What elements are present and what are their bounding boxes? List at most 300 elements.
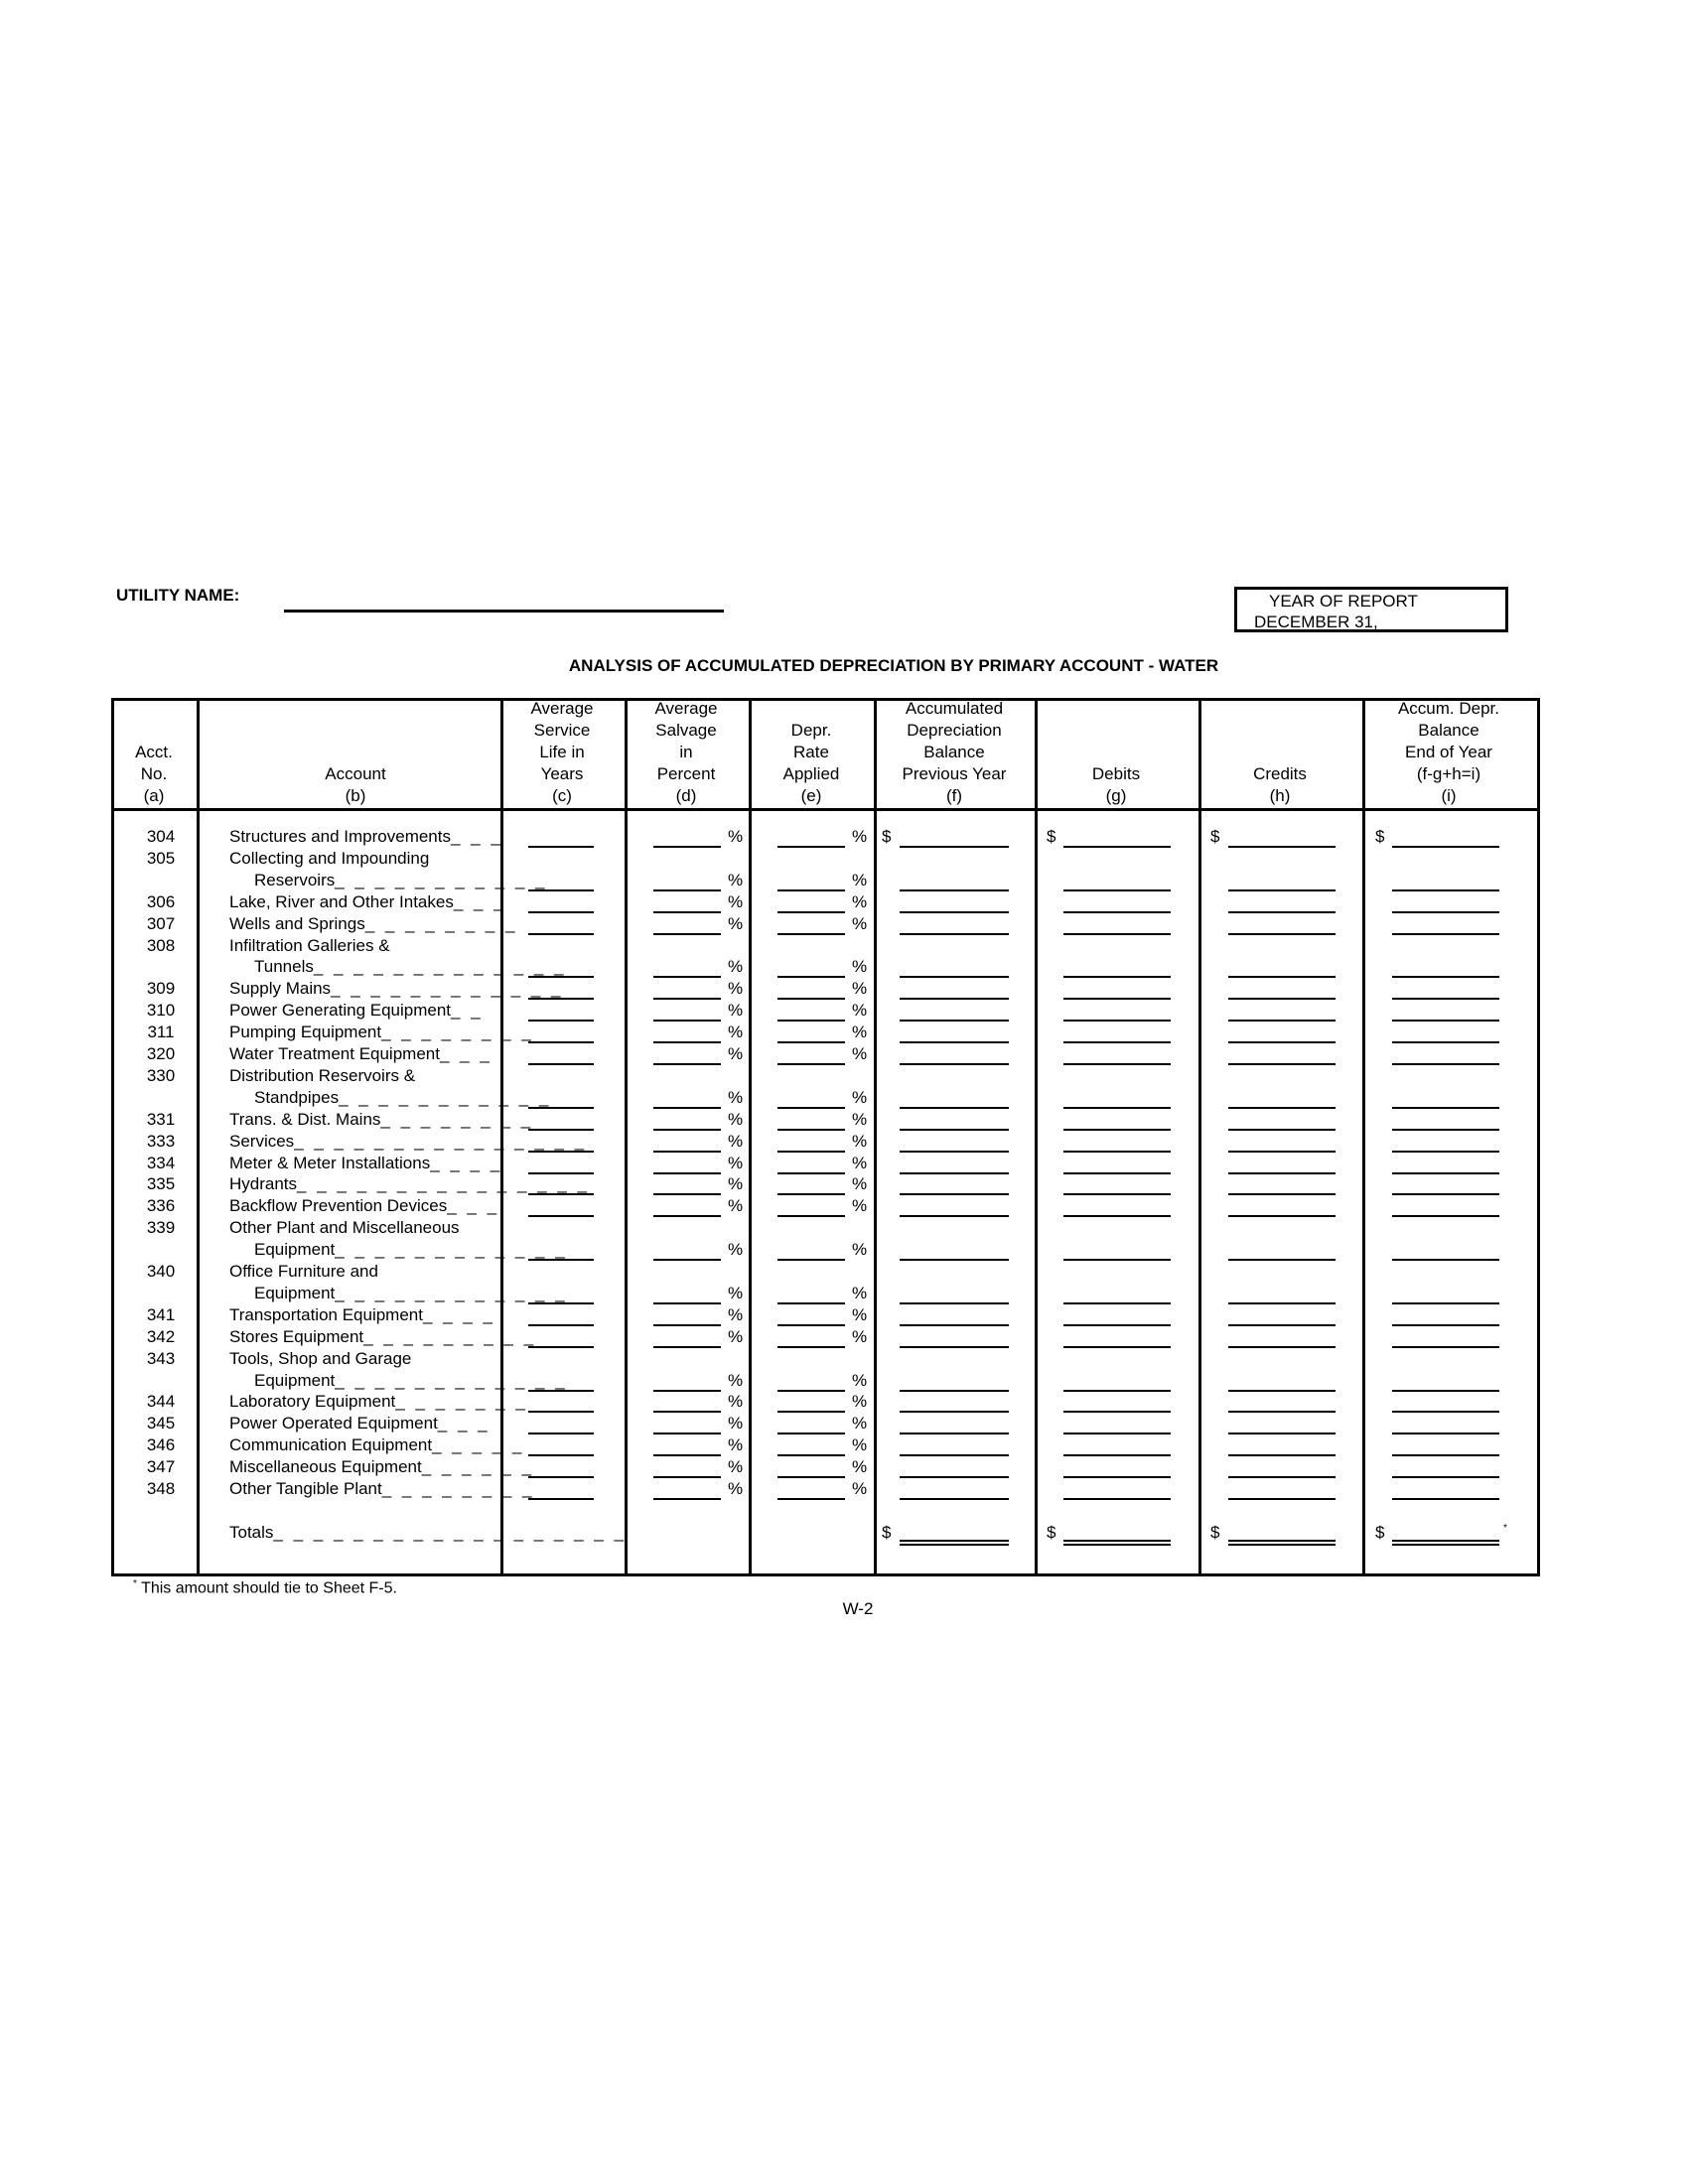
leader-dots: _ _ _ _ _ _ _ _ [364, 913, 518, 933]
end-of-year-balance-input[interactable] [1392, 1259, 1499, 1261]
debits-input[interactable] [1063, 1498, 1171, 1500]
depr-rate-input[interactable] [777, 998, 845, 1000]
service-life-input[interactable] [528, 1411, 594, 1413]
debits-input[interactable] [1063, 1476, 1171, 1478]
credits-input[interactable] [1228, 1107, 1336, 1109]
account-number: 346 [146, 1435, 176, 1455]
credits-input[interactable] [1228, 998, 1336, 1000]
depr-rate-input[interactable] [777, 1151, 845, 1153]
depr-rate-input[interactable] [777, 1324, 845, 1326]
depr-rate-input[interactable] [777, 889, 845, 891]
total-debits[interactable] [1063, 1540, 1171, 1542]
debits-input[interactable] [1063, 846, 1171, 848]
dollar-sign: $ [1375, 827, 1385, 846]
salvage-percent-input[interactable] [653, 846, 721, 848]
prev-year-balance-input[interactable] [900, 1324, 1009, 1326]
debits-input[interactable] [1063, 1129, 1171, 1131]
credits-input[interactable] [1228, 1433, 1336, 1434]
depr-rate-input[interactable] [777, 1129, 845, 1131]
salvage-percent-input[interactable] [653, 1020, 721, 1022]
year-of-report-label: YEAR OF REPORT [1269, 592, 1418, 611]
column-header-line: Credits [1253, 764, 1307, 783]
credits-input[interactable] [1228, 1041, 1336, 1043]
leader-dots: _ _ _ _ _ _ _ _ [381, 1023, 534, 1042]
end-of-year-balance-input[interactable] [1392, 976, 1499, 978]
account-name-text: Water Treatment Equipment [229, 1044, 440, 1063]
depr-rate-input[interactable] [777, 1454, 845, 1456]
account-name-text: Hydrants [229, 1174, 298, 1194]
service-life-input[interactable] [528, 911, 594, 913]
credits-input[interactable] [1228, 1302, 1336, 1304]
service-life-input[interactable] [528, 1193, 594, 1195]
account-name-text: Power Operated Equipment [229, 1414, 438, 1433]
percent-sign: % [852, 1174, 868, 1194]
account-name [229, 1456, 534, 1478]
service-life-input[interactable] [528, 1390, 594, 1392]
debits-input[interactable] [1063, 1454, 1171, 1456]
account-number: 342 [146, 1326, 176, 1346]
service-life-input[interactable] [528, 889, 594, 891]
account-name-text: Communication Equipment [229, 1435, 433, 1455]
prev-year-balance-input[interactable] [900, 846, 1009, 848]
account-name [229, 935, 390, 957]
prev-year-balance-input[interactable] [900, 1172, 1009, 1174]
prev-year-balance-input[interactable] [900, 1129, 1009, 1131]
debits-input[interactable] [1063, 1215, 1171, 1217]
leader-dots: _ _ _ _ _ [432, 1435, 525, 1455]
debits-input[interactable] [1063, 1324, 1171, 1326]
leader-dots: _ _ _ [453, 891, 506, 911]
account-bracket [500, 1354, 503, 1394]
end-of-year-balance-input[interactable] [1392, 1020, 1499, 1022]
end-of-year-balance-input[interactable] [1392, 1107, 1499, 1109]
leader-dots: _ _ _ _ [430, 1153, 503, 1172]
account-number: 304 [146, 827, 176, 846]
utility-name-field[interactable] [284, 610, 724, 613]
account-name-text: Reservoirs [254, 870, 336, 889]
prev-year-balance-input[interactable] [900, 1433, 1009, 1434]
percent-sign: % [852, 1392, 868, 1412]
column-code: (i) [1441, 786, 1457, 805]
salvage-percent-input[interactable] [653, 933, 721, 935]
debits-input[interactable] [1063, 1433, 1171, 1434]
salvage-percent-input[interactable] [653, 998, 721, 1000]
end-of-year-balance-input[interactable] [1392, 1172, 1499, 1174]
end-of-year-balance-input[interactable] [1392, 1476, 1499, 1478]
end-of-year-balance-input[interactable] [1392, 933, 1499, 935]
account-number: 345 [146, 1414, 176, 1433]
end-of-year-balance-input[interactable] [1392, 1454, 1499, 1456]
debits-input[interactable] [1063, 1193, 1171, 1195]
account-bracket [500, 854, 503, 893]
credits-input[interactable] [1228, 1215, 1336, 1217]
leader-dots: _ _ _ _ _ _ _ [395, 1392, 528, 1412]
end-of-year-balance-input[interactable] [1392, 846, 1499, 848]
account-name [229, 1131, 587, 1153]
prev-year-balance-input[interactable] [900, 1390, 1009, 1392]
percent-sign: % [852, 1414, 868, 1433]
debits-input[interactable] [1063, 1107, 1171, 1109]
account-name-text: Meter & Meter Installations [229, 1153, 431, 1172]
end-of-year-balance-input[interactable] [1392, 889, 1499, 891]
column-divider [1198, 698, 1201, 1576]
column-header-line: Depr. [790, 721, 832, 740]
dollar-sign: $ [1210, 827, 1220, 846]
account-name-text: Trans. & Dist. Mains [229, 1109, 381, 1129]
account-name-text: Equipment [254, 1283, 336, 1302]
account-name-text: Services [229, 1131, 295, 1151]
leader-dots: _ _ _ [437, 1414, 491, 1433]
percent-sign: % [728, 913, 744, 933]
prev-year-balance-input[interactable] [900, 1259, 1009, 1261]
debits-input[interactable] [1063, 998, 1171, 1000]
debits-input[interactable] [1063, 1302, 1171, 1304]
depr-rate-input[interactable] [777, 1259, 845, 1261]
percent-sign: % [852, 827, 868, 846]
account-name-continued [254, 1087, 551, 1109]
end-of-year-balance-input[interactable] [1392, 1129, 1499, 1131]
service-life-input[interactable] [528, 1215, 594, 1217]
debits-input[interactable] [1063, 1151, 1171, 1153]
prev-year-balance-input[interactable] [900, 933, 1009, 935]
credits-input[interactable] [1228, 976, 1336, 978]
credits-input[interactable] [1228, 1411, 1336, 1413]
debits-input[interactable] [1063, 1411, 1171, 1413]
credits-input[interactable] [1228, 1193, 1336, 1195]
percent-sign: % [852, 979, 868, 999]
dollar-sign: $ [1047, 1522, 1056, 1542]
account-name [229, 1304, 495, 1326]
percent-sign: % [728, 1131, 744, 1151]
debits-input[interactable] [1063, 1020, 1171, 1022]
credits-input[interactable] [1228, 1346, 1336, 1348]
account-number: 306 [146, 891, 176, 911]
service-life-input[interactable] [528, 846, 594, 848]
dollar-sign: $ [1047, 827, 1056, 846]
column-header-line: Years [540, 764, 584, 783]
salvage-percent-input[interactable] [653, 1411, 721, 1413]
dollar-sign: $ [882, 827, 892, 846]
account-name-text: Infiltration Galleries & [229, 935, 390, 955]
leader-dots: _ _ _ _ _ _ _ _ _ [363, 1326, 537, 1346]
service-life-input[interactable] [528, 1259, 594, 1261]
end-of-year-balance-input[interactable] [1392, 1041, 1499, 1043]
salvage-percent-input[interactable] [653, 1433, 721, 1434]
salvage-percent-input[interactable] [653, 1476, 721, 1478]
credits-input[interactable] [1228, 846, 1336, 848]
column-header-line: Life in [539, 743, 585, 761]
percent-sign: % [728, 957, 744, 977]
dollar-sign: $ [882, 1522, 892, 1542]
leader-dots: _ _ _ _ _ _ _ _ _ _ _ _ [335, 1370, 568, 1390]
service-life-input[interactable] [528, 1346, 594, 1348]
depr-rate-input[interactable] [777, 911, 845, 913]
credits-input[interactable] [1228, 1129, 1336, 1131]
account-name-continued [254, 870, 547, 891]
account-bracket [500, 1332, 503, 1350]
prev-year-balance-input[interactable] [900, 1193, 1009, 1195]
column-divider [1035, 698, 1038, 1576]
end-of-year-balance-input[interactable] [1392, 911, 1499, 913]
salvage-percent-input[interactable] [653, 1390, 721, 1392]
leader-dots: _ _ _ _ _ _ _ _ _ _ _ _ _ _ _ [294, 1131, 588, 1151]
column-header-line: Rate [793, 743, 829, 761]
account-name [229, 1391, 528, 1413]
leader-dots: _ _ _ [450, 827, 503, 846]
debits-input[interactable] [1063, 1346, 1171, 1348]
service-life-input[interactable] [528, 1107, 594, 1109]
account-number: 344 [146, 1392, 176, 1412]
prev-year-balance-input[interactable] [900, 1215, 1009, 1217]
salvage-percent-input[interactable] [653, 1215, 721, 1217]
account-name-continued [254, 956, 566, 978]
prev-year-balance-input[interactable] [900, 1020, 1009, 1022]
prev-year-balance-input[interactable] [900, 1107, 1009, 1109]
column-divider [874, 698, 877, 1576]
header-rule [111, 808, 1540, 811]
service-life-input[interactable] [528, 1498, 594, 1500]
prev-year-balance-input[interactable] [900, 1476, 1009, 1478]
total-prev-year-balance[interactable] [900, 1540, 1009, 1542]
depr-rate-input[interactable] [777, 1433, 845, 1434]
depr-rate-input[interactable] [777, 1041, 845, 1043]
percent-sign: % [852, 1240, 868, 1260]
column-header-line: in [679, 743, 693, 761]
service-life-input[interactable] [528, 1433, 594, 1434]
percent-sign: % [728, 1001, 744, 1021]
prev-year-balance-input[interactable] [900, 1411, 1009, 1413]
account-number: 334 [146, 1153, 176, 1172]
percent-sign: % [852, 1087, 868, 1107]
end-of-year-balance-input[interactable] [1392, 1433, 1499, 1434]
end-of-year-balance-input[interactable] [1392, 1411, 1499, 1413]
percent-sign: % [728, 1435, 744, 1455]
prev-year-balance-input[interactable] [900, 1498, 1009, 1500]
salvage-percent-input[interactable] [653, 911, 721, 913]
percent-sign: % [852, 1109, 868, 1129]
totals-label [229, 1522, 627, 1544]
depr-rate-input[interactable] [777, 1346, 845, 1348]
leader-dots: _ _ _ _ _ _ _ _ _ _ _ _ _ _ _ _ _ _ [273, 1522, 627, 1542]
account-number: 339 [146, 1218, 176, 1238]
depr-rate-input[interactable] [777, 1107, 845, 1109]
service-life-input[interactable] [528, 933, 594, 935]
credits-input[interactable] [1228, 1259, 1336, 1261]
leader-dots: _ _ _ _ _ _ _ _ _ _ _ [335, 870, 548, 889]
end-of-year-balance-input[interactable] [1392, 1390, 1499, 1392]
salvage-percent-input[interactable] [653, 1259, 721, 1261]
salvage-percent-input[interactable] [653, 889, 721, 891]
depr-rate-input[interactable] [777, 1476, 845, 1478]
leader-dots: _ _ _ [439, 1044, 493, 1063]
account-name-text: Office Furniture and [229, 1262, 378, 1281]
account-bracket [500, 984, 503, 1002]
service-life-input[interactable] [528, 1020, 594, 1022]
account-number: 335 [146, 1174, 176, 1194]
salvage-percent-input[interactable] [653, 1107, 721, 1109]
salvage-percent-input[interactable] [653, 1193, 721, 1195]
column-header-line: Accumulated [905, 699, 1004, 718]
depr-rate-input[interactable] [777, 1172, 845, 1174]
depr-rate-input[interactable] [777, 1063, 845, 1065]
debits-input[interactable] [1063, 911, 1171, 913]
depr-rate-input[interactable] [777, 1193, 845, 1195]
salvage-percent-input[interactable] [653, 1324, 721, 1326]
account-name [229, 1326, 536, 1348]
debits-input[interactable] [1063, 1063, 1171, 1065]
service-life-input[interactable] [528, 1302, 594, 1304]
percent-sign: % [728, 1044, 744, 1063]
end-of-year-balance-input[interactable] [1392, 1063, 1499, 1065]
credits-input[interactable] [1228, 1020, 1336, 1022]
account-name [229, 826, 503, 848]
percent-sign: % [852, 1023, 868, 1042]
salvage-percent-input[interactable] [653, 1346, 721, 1348]
leader-dots: _ _ _ _ _ _ _ _ _ _ _ _ _ _ _ [297, 1174, 590, 1194]
end-of-year-balance-input[interactable] [1392, 998, 1499, 1000]
salvage-percent-input[interactable] [653, 1063, 721, 1065]
column-code: (f) [945, 786, 963, 805]
column-header-line: (f-g+h=i) [1416, 764, 1481, 783]
credits-input[interactable] [1228, 933, 1336, 935]
depr-rate-input[interactable] [777, 933, 845, 935]
double-underline [1392, 1544, 1499, 1546]
account-name [229, 1434, 524, 1456]
percent-sign: % [852, 1435, 868, 1455]
depr-rate-input[interactable] [777, 1498, 845, 1500]
debits-input[interactable] [1063, 976, 1171, 978]
end-of-year-balance-input[interactable] [1392, 1193, 1499, 1195]
leader-dots: _ _ _ _ _ _ _ _ _ _ _ _ [335, 1283, 568, 1302]
prev-year-balance-input[interactable] [900, 911, 1009, 913]
form-title: ANALYSIS OF ACCUMULATED DEPRECIATION BY PRIMARY ACCOUNT - WATER [568, 656, 1219, 675]
credits-input[interactable] [1228, 1476, 1336, 1478]
credits-input[interactable] [1228, 1063, 1336, 1065]
account-name-text: Miscellaneous Equipment [229, 1457, 422, 1477]
account-number: 310 [146, 1001, 176, 1021]
utility-name-label: UTILITY NAME: [116, 586, 240, 605]
service-life-input[interactable] [528, 1151, 594, 1153]
credits-input[interactable] [1228, 911, 1336, 913]
end-of-year-balance-input[interactable] [1392, 1346, 1499, 1348]
prev-year-balance-input[interactable] [900, 1302, 1009, 1304]
column-code: (h) [1269, 786, 1291, 805]
prev-year-balance-input[interactable] [900, 1041, 1009, 1043]
debits-input[interactable] [1063, 1259, 1171, 1261]
service-life-input[interactable] [528, 1041, 594, 1043]
account-bracket [500, 832, 503, 850]
percent-sign: % [852, 1044, 868, 1063]
salvage-percent-input[interactable] [653, 1498, 721, 1500]
depr-rate-input[interactable] [777, 846, 845, 848]
leader-dots: _ _ _ _ _ _ [421, 1457, 535, 1477]
depr-rate-input[interactable] [777, 1302, 845, 1304]
footnote-text: This amount should tie to Sheet F-5. [141, 1579, 397, 1597]
dollar-sign: $ [1210, 1522, 1220, 1542]
percent-sign: % [728, 1326, 744, 1346]
service-life-input[interactable] [528, 1476, 594, 1478]
account-number: 343 [146, 1348, 176, 1368]
prev-year-balance-input[interactable] [900, 1063, 1009, 1065]
account-name [229, 913, 517, 935]
credits-input[interactable] [1228, 1324, 1336, 1326]
salvage-percent-input[interactable] [653, 1454, 721, 1456]
end-of-year-balance-input[interactable] [1392, 1498, 1499, 1500]
percent-sign: % [728, 1414, 744, 1433]
service-life-input[interactable] [528, 1063, 594, 1065]
salvage-percent-input[interactable] [653, 1302, 721, 1304]
credits-input[interactable] [1228, 1151, 1336, 1153]
account-name [229, 1261, 378, 1283]
depr-rate-input[interactable] [777, 1215, 845, 1217]
service-life-input[interactable] [528, 998, 594, 1000]
debits-input[interactable] [1063, 1172, 1171, 1174]
column-code: (d) [675, 786, 697, 805]
prev-year-balance-input[interactable] [900, 1346, 1009, 1348]
credits-input[interactable] [1228, 1390, 1336, 1392]
percent-sign: % [728, 1479, 744, 1498]
end-of-year-balance-input[interactable] [1392, 1302, 1499, 1304]
depr-rate-input[interactable] [777, 976, 845, 978]
end-of-year-balance-input[interactable] [1392, 1215, 1499, 1217]
percent-sign: % [728, 1153, 744, 1172]
debits-input[interactable] [1063, 1390, 1171, 1392]
service-life-input[interactable] [528, 1454, 594, 1456]
depr-rate-input[interactable] [777, 1390, 845, 1392]
salvage-percent-input[interactable] [653, 1151, 721, 1153]
account-name-text: Tunnels [254, 957, 314, 977]
account-name-text: Wells and Springs [229, 913, 365, 933]
percent-sign: % [728, 1283, 744, 1302]
account-name [229, 1348, 411, 1370]
debits-input[interactable] [1063, 1041, 1171, 1043]
prev-year-balance-input[interactable] [900, 1151, 1009, 1153]
leader-dots: _ _ _ _ _ _ _ _ _ _ _ _ [331, 979, 564, 999]
account-name-text: Laboratory Equipment [229, 1392, 396, 1412]
column-header-line: Account [325, 764, 386, 783]
salvage-percent-input[interactable] [653, 1172, 721, 1174]
end-of-year-balance-input[interactable] [1392, 1151, 1499, 1153]
credits-input[interactable] [1228, 889, 1336, 891]
prev-year-balance-input[interactable] [900, 998, 1009, 1000]
percent-sign: % [728, 1370, 744, 1390]
double-underline [1063, 1544, 1171, 1546]
prev-year-balance-input[interactable] [900, 889, 1009, 891]
leader-dots: _ _ _ _ _ _ _ _ [381, 1479, 535, 1498]
salvage-percent-input[interactable] [653, 976, 721, 978]
credits-input[interactable] [1228, 1498, 1336, 1500]
prev-year-balance-input[interactable] [900, 976, 1009, 978]
prev-year-balance-input[interactable] [900, 1454, 1009, 1456]
salvage-percent-input[interactable] [653, 1041, 721, 1043]
total-credits[interactable] [1228, 1540, 1336, 1542]
percent-sign: % [728, 1196, 744, 1216]
account-name-text: Power Generating Equipment [229, 1001, 452, 1021]
column-header-line: End of Year [1405, 743, 1492, 761]
depr-rate-input[interactable] [777, 1411, 845, 1413]
account-name-text: Equipment [254, 1370, 336, 1390]
debits-input[interactable] [1063, 889, 1171, 891]
account-number: 309 [146, 979, 176, 999]
credits-input[interactable] [1228, 1172, 1336, 1174]
depr-rate-input[interactable] [777, 1020, 845, 1022]
total-end-of-year-balance[interactable] [1392, 1540, 1499, 1542]
debits-input[interactable] [1063, 933, 1171, 935]
service-life-input[interactable] [528, 1324, 594, 1326]
salvage-percent-input[interactable] [653, 1129, 721, 1131]
end-of-year-balance-input[interactable] [1392, 1324, 1499, 1326]
credits-input[interactable] [1228, 1454, 1336, 1456]
